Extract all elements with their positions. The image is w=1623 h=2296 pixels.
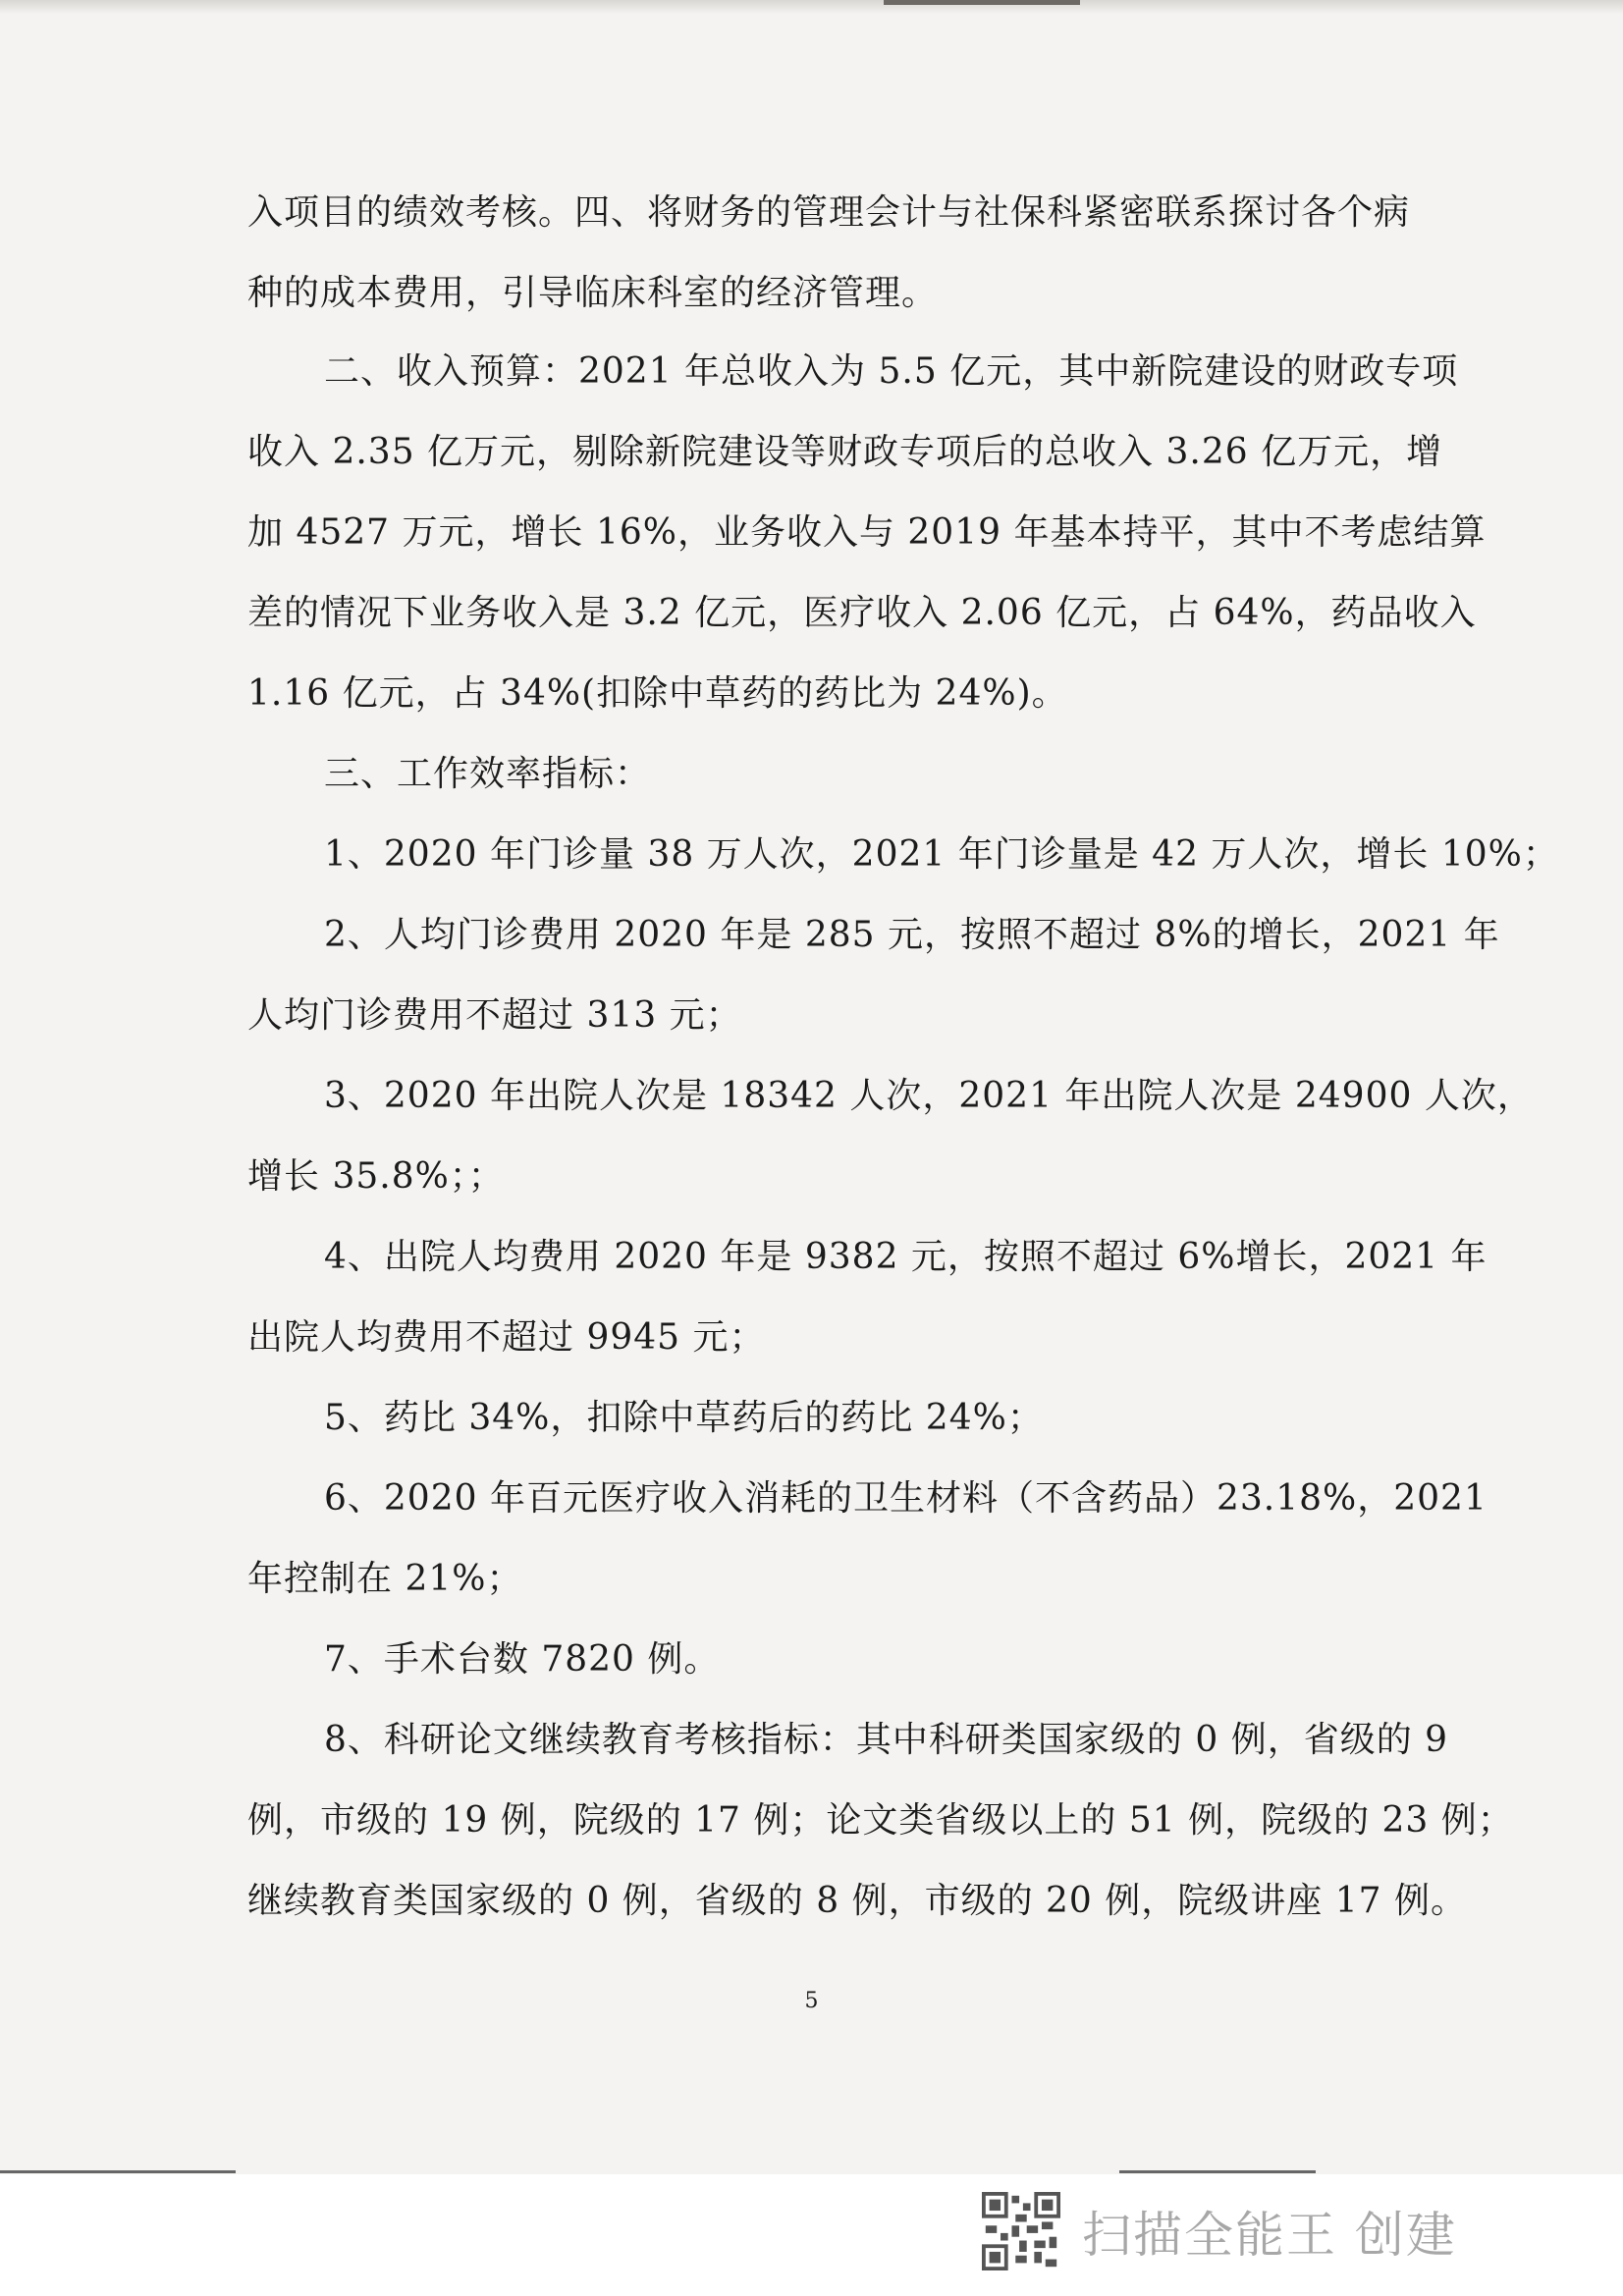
text-line-7: 1.16 亿元，占 34%(扣除中草药的药比为 24%)。 [247, 673, 1068, 714]
text-line-1: 入项目的绩效考核。四、将财务的管理会计与社保科紧密联系探讨各个病 [247, 192, 1411, 233]
text-line-4: 收入 2.35 亿万元，剔除新院建设等财政专项后的总收入 3.26 亿万元，增 [247, 432, 1443, 472]
page-top-shadow [0, 0, 1623, 14]
text-line-3: 二、收入预算：2021 年总收入为 5.5 亿元，其中新院建设的财政专项 [324, 351, 1459, 392]
bottom-scan-mark-right [1119, 2170, 1316, 2173]
text-line-2: 种的成本费用，引导临床科室的经济管理。 [247, 273, 939, 313]
page-number: 5 [804, 1989, 819, 2013]
text-line-14: 4、出院人均费用 2020 年是 9382 元，按照不超过 6%增长，2021 年 [324, 1237, 1488, 1277]
text-line-22: 继续教育类国家级的 0 例，省级的 8 例，市级的 20 例，院级讲座 17 例。 [247, 1881, 1467, 1921]
text-line-11: 人均门诊费用不超过 313 元； [247, 995, 742, 1036]
top-scan-mark [884, 0, 1080, 5]
text-line-15: 出院人均费用不超过 9945 元； [247, 1317, 766, 1358]
scanner-watermark [982, 2187, 1457, 2275]
text-line-10: 2、人均门诊费用 2020 年是 285 元，按照不超过 8%的增长，2021 年 [324, 915, 1500, 955]
bottom-scan-mark-left [0, 2170, 236, 2173]
text-line-6: 差的情况下业务收入是 3.2 亿元，医疗收入 2.06 亿元，占 64%，药品收入 [247, 593, 1477, 633]
text-line-9: 1、2020 年门诊量 38 万人次，2021 年门诊量是 42 万人次，增长 10%； [324, 834, 1559, 875]
watermark-brand-text: 扫描全能王 创建 [1082, 2207, 1457, 2264]
text-line-21: 例，市级的 19 例，院级的 17 例；论文类省级以上的 51 例，院级的 23 例； [247, 1800, 1514, 1841]
text-line-8: 三、工作效率指标： [324, 754, 652, 794]
text-line-16: 5、药比 34%，扣除中草药后的药比 24%； [324, 1398, 1044, 1438]
text-line-5: 加 4527 万元，增长 16%，业务收入与 2019 年基本持平，其中不考虑结算 [247, 512, 1487, 553]
text-line-12: 3、2020 年出院人次是 18342 人次，2021 年出院人次是 24900 人次， [324, 1076, 1534, 1116]
qr-code-icon [982, 2192, 1060, 2270]
text-line-17: 6、2020 年百元医疗收入消耗的卫生材料（不含药品）23.18%，2021 [324, 1478, 1488, 1519]
text-line-18: 年控制在 21%； [247, 1559, 523, 1599]
text-line-13: 增长 35.8%；； [247, 1156, 505, 1197]
text-line-19: 7、手术台数 7820 例。 [324, 1639, 721, 1680]
text-line-20: 8、科研论文继续教育考核指标：其中科研类国家级的 0 例，省级的 9 [324, 1720, 1449, 1760]
